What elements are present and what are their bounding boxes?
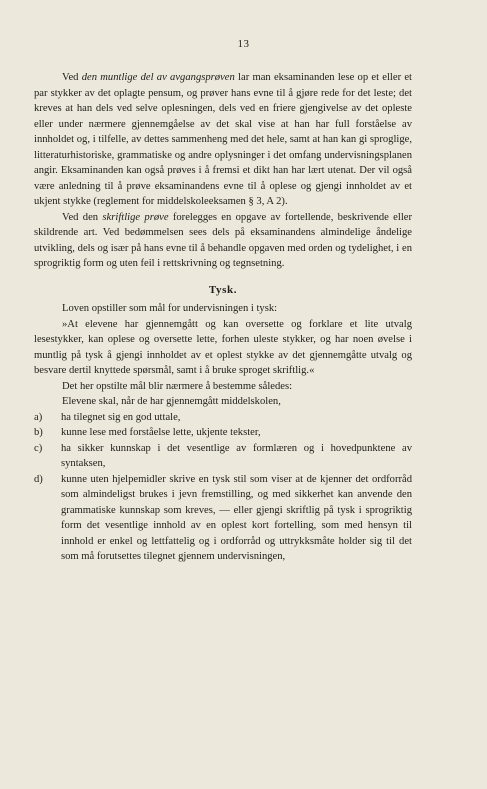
paragraph-text: forelegges en opgave av fortellende, beskrivende eller skildrende art. Ved bedømmelsen sees dels på eksaminandens almindelige åndelige utvikling, dels og især på hans evne til å behandle opgaven med orden og tydelighet, i en sprogriktig form og uten feil i rettskrivning og tegnsetning. bbox=[34, 211, 413, 269]
paragraph-oral-exam bbox=[34, 70, 412, 210]
paragraph-goal-detail: Det her opstilte mål blir nærmere å bestemme således: bbox=[62, 380, 293, 392]
list-item-text: kunne uten hjelpemidler skrive en tysk stil som viser at de kjenner det ordforråd som almindeligst brukes i jevn fremstilling, og med sikkerhet kan anvende den grammatiske kunnskap som kreves, — eller gjengi skriftlig på tysk i sprogriktig form det vesentlige innhold av en oplest kort fortelling, som med hensyn til innhold er enkel og lettfattelig og i ordforråd og uttrykksmåte holder sig til det som må forutsettes tilegnet gjennem undervisningen, bbox=[61, 473, 412, 562]
requirements-list bbox=[34, 410, 412, 565]
paragraph-lead: Ved bbox=[62, 72, 82, 83]
list-item-text: ha tilegnet sig en god uttale, bbox=[61, 411, 181, 423]
paragraph-lead: Ved den bbox=[62, 211, 103, 223]
list-item bbox=[34, 410, 412, 426]
list-item-label: b) bbox=[34, 427, 43, 438]
paragraph-text: lar man eksaminanden lese op et eller et par stykker av det oplagte pensum, og prøver hans evne til å gjøre rede for det leste; det kreves at han dels ved selve oplesningen, dels ved en friere gjengivelse av det opleste eller under nærmere gjennemgåelse av det skal vise at han har full forståelse av innholdet og, i tilfelle, av dettes sammenheng med det hele, samt at han kan gi sproglige, litteraturhistoriske, grammatiske og andre oplysninger i det omfang undervisningsplanen angir. Eksaminanden kan også prøves i å fremsi et dikt han har lært utenat. Der vil også være anledning til å prøve eksaminandens evne til å oplese og gjengi innholdet av et ukjent stykke (reglement for middelskoleeksamen § 3, A 2). bbox=[34, 72, 413, 207]
list-item bbox=[34, 441, 412, 472]
page-body bbox=[34, 70, 412, 565]
page-number: 13 bbox=[237, 38, 250, 50]
list-item-label: a) bbox=[34, 411, 43, 423]
paragraph-students: Elevene skal, når de har gjennemgått middelskolen, bbox=[62, 396, 281, 407]
section-heading: Tysk. bbox=[208, 283, 238, 296]
list-item bbox=[34, 425, 412, 441]
list-item-text: kunne lese med forståelse lette, ukjente tekster, bbox=[61, 427, 261, 438]
paragraph-written-exam bbox=[34, 210, 412, 272]
emphasis-written-exam: skriftlige prøve bbox=[102, 211, 169, 223]
list-item-label: c) bbox=[34, 442, 43, 454]
section-spacer bbox=[34, 272, 412, 283]
paragraph-law-goal: Loven opstiller som mål for undervisningen i tysk: bbox=[62, 303, 278, 314]
list-item-text: ha sikker kunnskap i det vesentlige av formlæren og i hovedpunktene av syntaksen, bbox=[61, 442, 412, 469]
paragraph-quote: »At elevene har gjennemgått og kan oversette og forklare et lite utvalg lesestykker, kan oplese og oversette lette, forhen uleste stykker, og har noen øvelse i muntlig på tysk å gjengi innholdet av et oplest stykke av det gjennemgåtte utvalg og besvare dertil knyttede spørsmål, samt i å bruke sproget skriftlig.« bbox=[34, 318, 412, 376]
emphasis-oral-exam: den muntlige del av avgangsprøven bbox=[81, 72, 235, 83]
list-item-label: d) bbox=[34, 473, 43, 485]
list-item bbox=[34, 472, 412, 565]
